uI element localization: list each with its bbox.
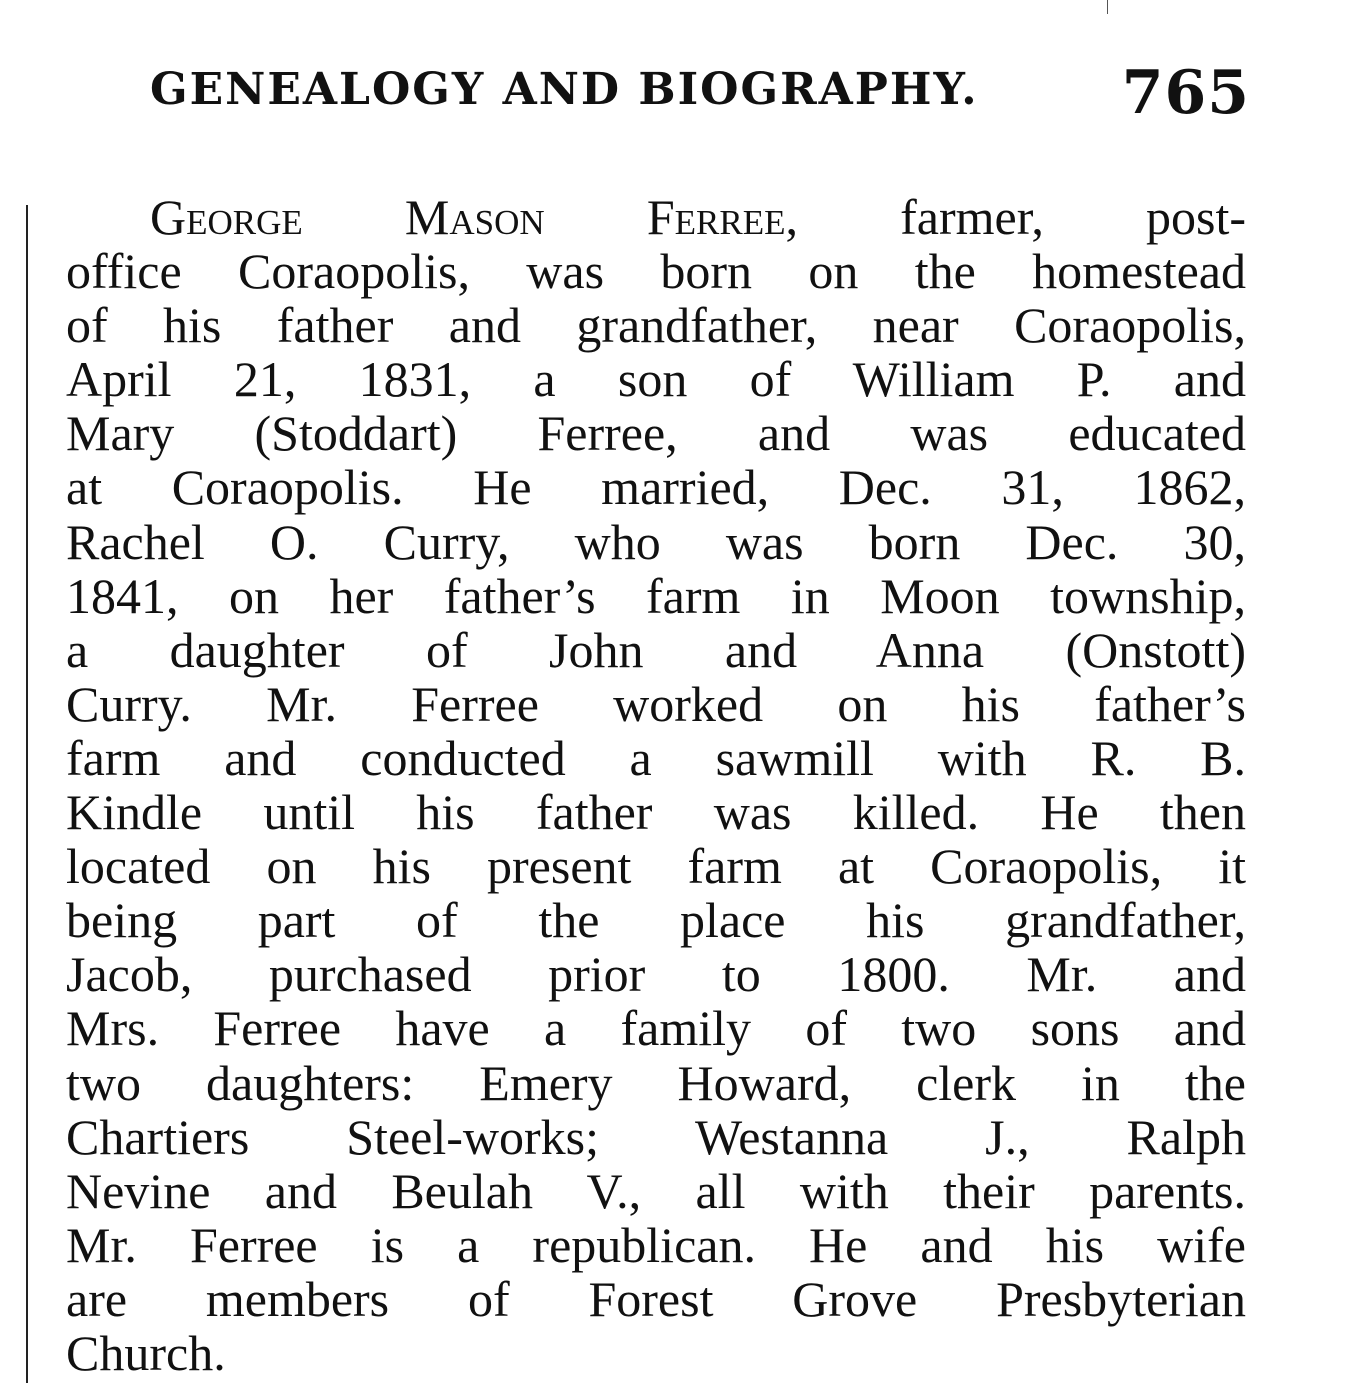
text-line	[66, 190, 1246, 244]
text-line: at Coraopolis. He married, Dec. 31, 1862,	[66, 459, 1246, 516]
text-line: April 21, 1831, a son of William P. and	[66, 351, 1246, 408]
column-rule	[26, 205, 28, 1383]
text-line-content: , farmer, post-	[785, 189, 1246, 245]
text-line: a daughter of John and Anna (Onstott)	[66, 621, 1246, 678]
text-line: office Coraopolis, was born on the homestead	[66, 243, 1246, 300]
text-line: farm and conducted a sawmill with R. B.	[66, 729, 1246, 786]
text-line: Mary (Stoddart) Ferree, and was educated	[66, 405, 1246, 462]
page-header	[150, 58, 1250, 128]
text-line: are members of Forest Grove Presbyterian	[66, 1270, 1246, 1327]
text-line: two daughters: Emery Howard, clerk in the	[66, 1054, 1246, 1111]
text-line: Jacob, purchased prior to 1800. Mr. and	[66, 946, 1246, 1003]
text-line: located on his present farm at Coraopolis, it	[66, 838, 1246, 895]
text-line: Nevine and Beulah V., all with their parents.	[66, 1162, 1246, 1219]
text-line: being part of the place his grandfather,	[66, 892, 1246, 949]
margin-mark	[1107, 0, 1108, 14]
text-line: Mr. Ferree is a republican. He and his wife	[66, 1216, 1246, 1273]
text-line: Curry. Mr. Ferree worked on his father’s	[66, 675, 1246, 732]
running-title: GENEALOGY AND BIOGRAPHY.	[150, 64, 979, 115]
text-line: 1841, on her father’s farm in Moon township,	[66, 567, 1246, 624]
text-line: Mrs. Ferree have a family of two sons and	[66, 1000, 1246, 1057]
text-line: of his father and grandfather, near Coraopolis,	[66, 297, 1246, 354]
text-line: Rachel O. Curry, who was born Dec. 30,	[66, 513, 1246, 570]
entry-name: George Mason Ferree	[150, 189, 786, 245]
page-number: 765	[1121, 58, 1250, 128]
text-line: Chartiers Steel-works; Westanna J., Ralph	[66, 1108, 1246, 1165]
biography-entry	[66, 190, 1246, 1380]
text-line: Kindle until his father was killed. He then	[66, 784, 1246, 841]
text-line: Church.	[66, 1324, 226, 1381]
